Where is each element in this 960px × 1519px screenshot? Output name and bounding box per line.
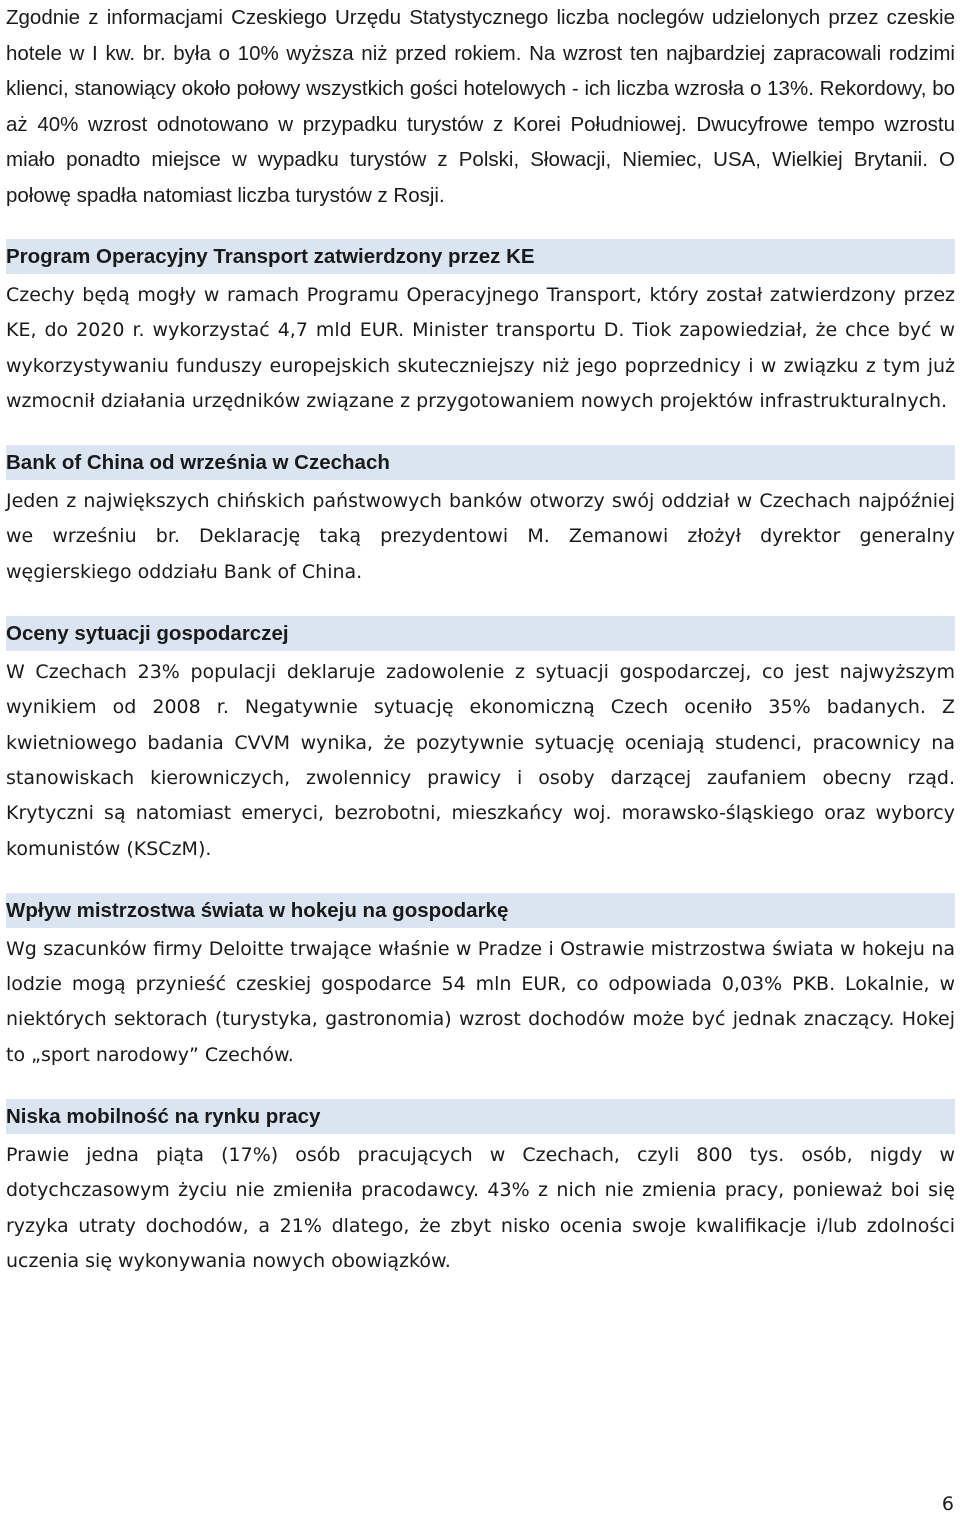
section-heading: Bank of China od września w Czechach — [6, 445, 955, 480]
lead-paragraph: Zgodnie z informacjami Czeskiego Urzędu Statystycznego liczba noclegów udzielonych przez czeskie hotele w I kw. br. była o 10% wyższa niż przed rokiem. Na wzrost ten najbardziej zapracowali rodzimi klienci, stanowiący około połowy wszystkich gości hotelowych - ich liczba wzrosła o 13%. Rekordowy, bo aż 40% wzrost odnotowano w przypadku turystów z Korei Południowej. Dwucyfrowe tempo wzrostu miało ponadto miejsce w wypadku turystów z Polski, Słowacji, Niemiec, USA, Wielkiej Brytanii. O połowę spadła natomiast liczba turystów z Rosji. — [6, 6, 955, 207]
page-number: 6 — [941, 1493, 954, 1515]
section-bank-of-china — [6, 445, 955, 590]
section-body: Wg szacunków firmy Deloitte trwające właśnie w Pradze i Ostrawie mistrzostwa świata w hokeju na lodzie mogą przynieść czeskiej gospodarce 54 mln EUR, co odpowiada 0,03% PKB. Lokalnie, w niektórych sektorach (turystyka, gastronomia) wzrost dochodów może być jednak znaczący. Hokej to „sport narodowy” Czechów. — [6, 937, 955, 1066]
section-body: Prawie jedna piąta (17%) osób pracujących w Czechach, czyli 800 tys. osób, nigdy w dotychczasowym życiu nie zmieniła pracodawcy. 43% z nich nie zmienia pracy, ponieważ boi się ryzyka utraty dochodów, a 21% dlatego, że zbyt nisko ocenia swoje kwalifikacje i/lub zdolności uczenia się wykonywania nowych obowiązków. — [6, 1144, 955, 1272]
section-hockey-impact — [6, 893, 955, 1073]
section-heading: Niska mobilność na rynku pracy — [6, 1099, 955, 1134]
section-economic-assessment — [6, 616, 955, 867]
section-heading: Program Operacyjny Transport zatwierdzony przez KE — [6, 239, 955, 274]
document-page — [6, 0, 955, 1279]
section-heading: Oceny sytuacji gospodarczej — [6, 616, 955, 651]
section-transport — [6, 239, 955, 419]
section-body: W Czechach 23% populacji deklaruje zadowolenie z sytuacji gospodarczej, co jest najwyższym wynikiem od 2008 r. Negatywnie sytuację ekonomiczną Czech oceniło 35% badanych. Z kwietniowego badania CVVM wynika, że pozytywnie sytuację oceniają studenci, pracownicy na stanowiskach kierowniczych, zwolennicy prawicy i osoby darzącej zaufaniem obecny rząd. Krytyczni są natomiast emeryci, bezrobotni, mieszkańcy woj. morawsko-śląskiego oraz wyborcy komunistów (KSCzM). — [6, 661, 955, 860]
section-body: Czechy będą mogły w ramach Programu Operacyjnego Transport, który został zatwierdzony przez KE, do 2020 r. wykorzystać 4,7 mld EUR. Minister transportu D. Tiok zapowiedział, że chce być w wykorzystywaniu funduszy europejskich skuteczniejszy niż jego poprzednicy i w związku z tym już wzmocnił działania urzędników związane z przygotowaniem nowych projektów infrastrukturalnych. — [6, 284, 955, 412]
section-labour-mobility — [6, 1099, 955, 1279]
section-body: Jeden z największych chińskich państwowych banków otworzy swój oddział w Czechach najpóźniej we wrześniu br. Deklarację taką prezydentowi M. Zemanowi złożył dyrektor generalny węgierskiego oddziału Bank of China. — [6, 490, 955, 583]
section-heading: Wpływ mistrzostwa świata w hokeju na gospodarkę — [6, 893, 955, 928]
